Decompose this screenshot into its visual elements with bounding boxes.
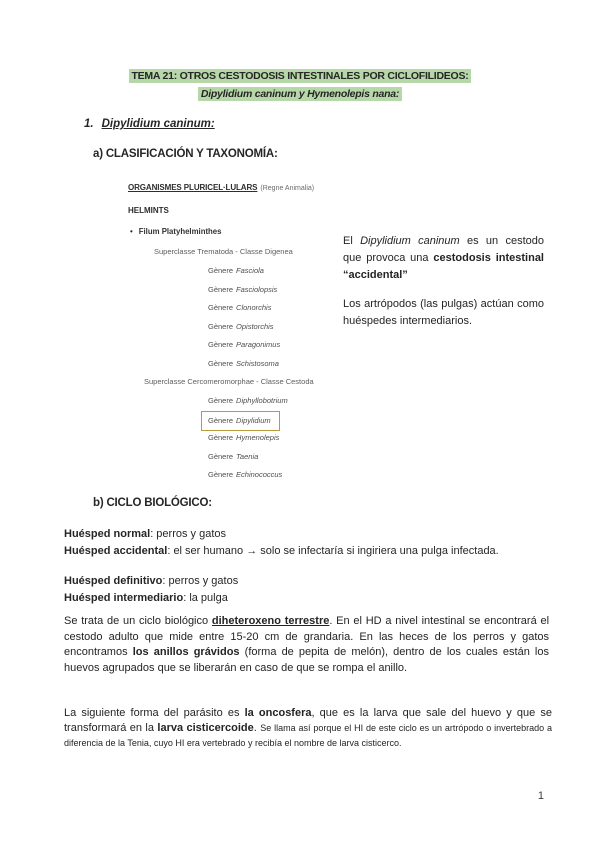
- host-label: Huésped intermediario: [64, 591, 184, 604]
- genus-prefix: Gènere: [208, 433, 234, 442]
- taxonomy-group: HELMINTS: [128, 206, 169, 215]
- genus-prefix: Gènere: [208, 415, 234, 425]
- host-value: : perros y gatos: [150, 528, 227, 540]
- subsection-a-heading: a) CLASIFICACIÓN Y TAXONOMÍA:: [93, 148, 278, 160]
- genus-prefix: Gènere: [208, 470, 234, 479]
- taxonomy-phylum: Filum Platyhelminthes: [138, 227, 222, 236]
- document-title: [0, 67, 600, 103]
- taxonomy-superclass-trematoda: Superclasse Trematoda - Classe Digenea: [154, 247, 293, 256]
- genus-name: Dipylidium: [236, 415, 271, 425]
- genus-name: Fasciolopsis: [236, 284, 278, 294]
- cycle-paragraph: Se trata de un ciclo biológico diheteroxeno terrestre. En el HD a nivel intestinal se encontrará el cestodo adulto que mide entre 15-20 cm de grandaria. En las heces de los perros y gatos encontramos los anillos grávidos (forma de pepita de melón), dentro de los cuales están los huevos agrupados que se liberarán en caso de que se rompa el anillo.: [64, 615, 550, 675]
- taxonomy-superclass-cestoda: Superclasse Cercomeromorphae - Classe Cestoda: [144, 377, 314, 386]
- hosts-block: [64, 526, 550, 606]
- host-label: Huésped accidental: [64, 544, 168, 557]
- genus-name: Hymenolepis: [236, 433, 280, 442]
- host-accidental-line: [64, 543, 550, 560]
- taxonomy-genus-row: [208, 336, 378, 355]
- document-title-line1: [0, 67, 600, 85]
- host-value: : el ser humano → solo se infectaría si ingiriera una pulga infectada.: [167, 544, 499, 557]
- genus-name: Schistosoma: [236, 358, 279, 368]
- genus-name: Diphyllobotrium: [236, 396, 288, 405]
- genus-name: Echinococcus: [236, 470, 283, 479]
- host-intermediate-line: [64, 590, 550, 607]
- title-highlight-line1: TEMA 21: OTROS CESTODOSIS INTESTINALES POR CICLOFILIDEOS:: [129, 69, 472, 83]
- host-normal-line: [64, 526, 550, 543]
- taxonomy-genus-list-1: [128, 262, 378, 373]
- section-heading-text: Dipylidium caninum:: [101, 118, 215, 130]
- oncosphere-paragraph: La siguiente forma del parásito es la oncosfera, que es la larva que sale del huevo y que se transformará en la larva cisticercoide. Se llama así porque el HI de este ciclo es un artrópodo o invertebrado a diferencia de la Tenia, cuyo HI era vertebrado y recibía el nombre de larva cisticerco.: [64, 707, 553, 748]
- taxonomy-genus-row: [208, 448, 378, 467]
- genus-prefix: Gènere: [208, 284, 234, 294]
- taxonomy-kingdom-note: (Regne Animalia): [260, 185, 315, 192]
- genus-name: Opistorchis: [236, 321, 274, 331]
- taxonomy-genus-row: [208, 466, 378, 485]
- page-number: 1: [537, 790, 544, 802]
- host-label: Huésped normal: [64, 528, 151, 540]
- genus-name: Paragonimus: [236, 340, 281, 349]
- host-value: : la pulga: [183, 591, 228, 604]
- host-label: Huésped definitivo: [64, 575, 163, 587]
- genus-name: Taenia: [236, 451, 259, 461]
- taxonomy-kingdom: ORGANISMES PLURICEL·LULARS: [128, 183, 258, 192]
- section-number: 1.: [84, 118, 94, 130]
- taxonomy-genus-row: [208, 392, 378, 411]
- taxonomy-phylum-row: [128, 227, 378, 236]
- genus-prefix: Gènere: [208, 358, 234, 368]
- bullet-icon: •: [130, 227, 133, 236]
- genus-name: Fasciola: [236, 266, 264, 275]
- genus-prefix: Gènere: [208, 266, 234, 275]
- taxonomy-kingdom-row: [128, 183, 378, 192]
- side-note-paragraph-2: Los artrópodos (las pulgas) actúan como huéspedes intermediarios.: [343, 298, 544, 327]
- document-title-line2: [0, 85, 600, 103]
- subsection-b-heading: b) CICLO BIOLÓGICO:: [93, 497, 212, 509]
- taxonomy-genus-row: [208, 355, 378, 374]
- taxonomy-genus-row-dipylidium: [208, 411, 378, 430]
- hosts-group-2: [64, 573, 550, 606]
- genus-prefix: Gènere: [208, 396, 234, 405]
- host-value: : perros y gatos: [162, 575, 239, 587]
- hosts-group-1: [64, 526, 550, 559]
- genus-prefix: Gènere: [208, 340, 234, 349]
- side-note-paragraph-1: El Dipylidium caninum es un cestodo que provoca una cestodosis intestinal “accidental”: [343, 235, 544, 281]
- genus-prefix: Gènere: [208, 321, 234, 331]
- genus-name: Clonorchis: [236, 303, 272, 312]
- title-highlight-line2: Dipylidium caninum y Hymenolepis nana:: [198, 87, 402, 101]
- section-1-heading: [84, 118, 215, 130]
- taxonomy-genus-row: [208, 429, 378, 448]
- genus-highlight-box: [201, 411, 280, 431]
- genus-prefix: Gènere: [208, 451, 234, 461]
- side-note: [343, 233, 544, 330]
- genus-prefix: Gènere: [208, 303, 234, 312]
- host-definitive-line: [64, 573, 550, 590]
- taxonomy-genus-list-2: [128, 392, 378, 485]
- taxonomy-tree: [128, 183, 378, 485]
